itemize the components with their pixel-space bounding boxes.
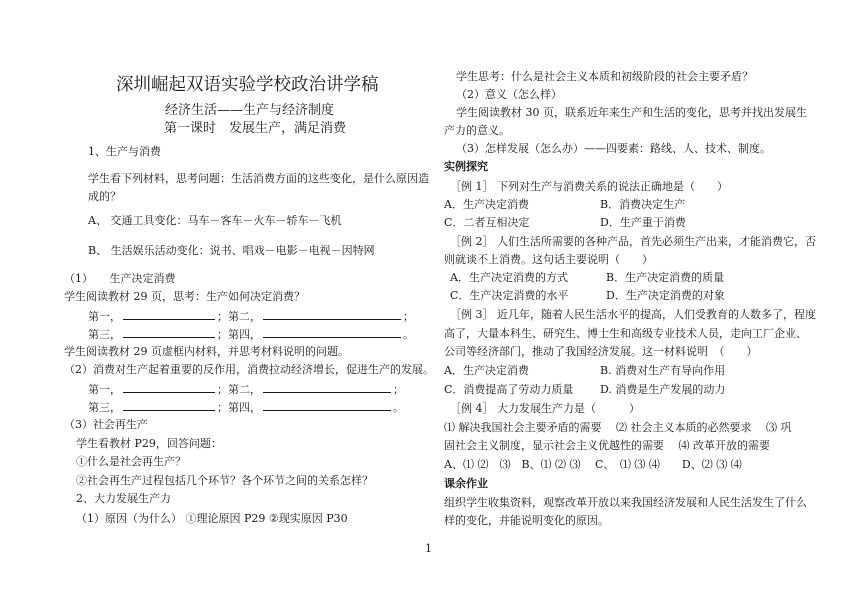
example-1-option-d: D．生产重于消费 xyxy=(600,216,686,229)
blank-field[interactable] xyxy=(263,400,391,411)
fill-blank-row-4 xyxy=(88,400,404,415)
fill-label-third: 第三， xyxy=(88,401,121,414)
blank-field[interactable] xyxy=(123,400,215,411)
example-3-option-b: B. 消费对生产有导向作用 xyxy=(600,364,726,377)
homework-line-2: 样的变化，并能说明变化的原因。 xyxy=(444,514,609,527)
reason-line: （1）原因（为什么） ①理论原因 P29 ②现实原因 P30 xyxy=(76,512,348,525)
section-2-heading: 2、大力发展生产力 xyxy=(76,492,171,505)
read-p29-prompt: 学生阅读教材 29 页，思考：生产如何决定消费？ xyxy=(64,290,305,303)
page-number: 1 xyxy=(425,542,432,555)
how-heading: （3）怎样发展（怎么办）——四要素：路线、人、技术、制度。 xyxy=(456,142,771,155)
example-2-option-c: C．生产决定消费的水平 xyxy=(450,289,569,302)
fill-label-fourth: ；第四， xyxy=(217,328,261,341)
fill-label-third: 第三， xyxy=(88,328,121,341)
meaning-heading: （2）意义（怎么样） xyxy=(456,88,562,101)
example-1-question: ［例 1］ 下列对生产与消费关系的说法正确地是（ ） xyxy=(450,180,728,193)
item-b: B、 生活娱乐活动变化：说书、唱戏－电影－电视－因特网 xyxy=(88,244,375,257)
blank-field[interactable] xyxy=(123,382,215,393)
example-4-question: ［例 4］ 大力发展生产力是（ ） xyxy=(450,402,640,415)
examples-heading: 实例探究 xyxy=(444,160,488,173)
fill-blank-row-1 xyxy=(88,309,414,324)
example-4-statements-2: 固社会主义制度，显示社会主义优越性的需要 ⑷ 改革开放的需要 xyxy=(444,439,770,452)
example-3-option-a: A．生产决定消费 xyxy=(444,364,529,377)
subsection-3-heading: （3）社会再生产 xyxy=(64,418,148,431)
example-3-question-3: 公司等经济部门，推动了我国经济发展。这一材料说明 （ ） xyxy=(444,345,758,358)
homework-heading: 课余作业 xyxy=(444,477,488,490)
blank-field[interactable] xyxy=(263,327,401,338)
subsection-2-heading: （2）消费对生产起着重要的反作用，消费拉动经济增长，促进生产的发展。 xyxy=(64,363,434,376)
example-3-question-1: ［例 3］ 近几年，随着人民生活水平的提高，人们受教育的人数多了，程度 xyxy=(450,308,816,321)
homework-line-1: 组织学生收集资料，观察改革开放以来我国经济发展和人民生活发生了什么 xyxy=(444,496,807,509)
subsection-1-heading: （1） 生产决定消费 xyxy=(64,272,176,285)
fill-label-fourth: ；第四， xyxy=(217,401,261,414)
fill-end-mark: ； xyxy=(403,310,414,323)
item-a: A、 交通工具变化：马车－客车－火车－轿车－飞机 xyxy=(88,214,342,227)
fill-blank-row-2 xyxy=(88,327,414,342)
intro-text-2: 成的？ xyxy=(88,190,121,203)
school-title: 深圳崛起双语实验学校政治讲学稿 xyxy=(116,75,379,95)
blank-field[interactable] xyxy=(123,309,215,320)
think-prompt: 学生思考：什么是社会主义本质和初级阶段的社会主要矛盾？ xyxy=(456,70,753,83)
blank-field[interactable] xyxy=(123,327,215,338)
example-1-option-b: B．消费决定生产 xyxy=(600,198,686,211)
read-p30-line-2: 产力的意义。 xyxy=(444,124,510,137)
question-2: ②社会再生产过程包括几个环节？各个环节之间的关系怎样？ xyxy=(76,474,373,487)
read-p30-line-1: 学生阅读教材 30 页，联系近年来生产和生活的变化，思考并找出发展生 xyxy=(456,106,807,119)
blank-field[interactable] xyxy=(263,382,391,393)
fill-end-mark: ； xyxy=(393,383,404,396)
fill-label-second: ；第二， xyxy=(217,310,261,323)
read-p29-box-prompt: 学生阅读教材 29 页虚框内材料，并思考材料说明的问题。 xyxy=(64,345,349,358)
example-3-option-c: C．消费提高了劳动力质量 xyxy=(444,383,574,396)
example-2-question-1: ［例 2］ 人们生活所需要的各种产品，首先必须生产出来，才能消费它，否 xyxy=(450,235,816,248)
read-p29-questions-prompt: 学生看教材 P29，回答问题： xyxy=(76,437,222,450)
example-4-statements-1: ⑴ 解决我国社会主要矛盾的需要 ⑵ 社会主义本质的必然要求 ⑶ 巩 xyxy=(444,421,792,434)
example-2-option-b: B．生产决定消费的质量 xyxy=(606,271,725,284)
fill-end-mark: 。 xyxy=(393,401,404,414)
question-1: ①什么是社会再生产？ xyxy=(76,455,186,468)
fill-label-first: 第一， xyxy=(88,383,121,396)
blank-field[interactable] xyxy=(263,309,401,320)
unit-subtitle: 经济生活——生产与经济制度 xyxy=(165,103,335,118)
example-2-option-d: D．生产决定消费的对象 xyxy=(606,289,725,302)
example-3-question-2: 高了，大量本科生、研究生、博士生和高级专业技术人员，走向工厂企业、 xyxy=(444,327,807,340)
fill-label-first: 第一， xyxy=(88,310,121,323)
example-1-option-c: C．二者互相决定 xyxy=(444,216,530,229)
example-2-option-a: A．生产决定消费的方式 xyxy=(450,271,568,284)
fill-blank-row-3 xyxy=(88,382,404,397)
example-4-options: A、⑴ ⑵ ⑶ B、⑴ ⑵ ⑶ C、 ⑴ ⑶ ⑷ D、⑵ ⑶ ⑷ xyxy=(444,458,742,471)
example-2-question-2: 则就谈不上消费。这句话主要说明（ ） xyxy=(444,253,653,266)
example-3-option-d: D. 消费是生产发展的动力 xyxy=(600,383,726,396)
section-1-heading: 1、生产与消费 xyxy=(88,145,161,158)
fill-label-second: ；第二， xyxy=(217,383,261,396)
lesson-title: 第一课时 发展生产，满足消费 xyxy=(164,121,347,136)
example-1-option-a: A．生产决定消费 xyxy=(444,198,529,211)
intro-text-1: 学生看下列材料，思考问题：生活消费方面的这些变化，是什么原因造 xyxy=(88,172,429,185)
fill-end-mark: 。 xyxy=(403,328,414,341)
